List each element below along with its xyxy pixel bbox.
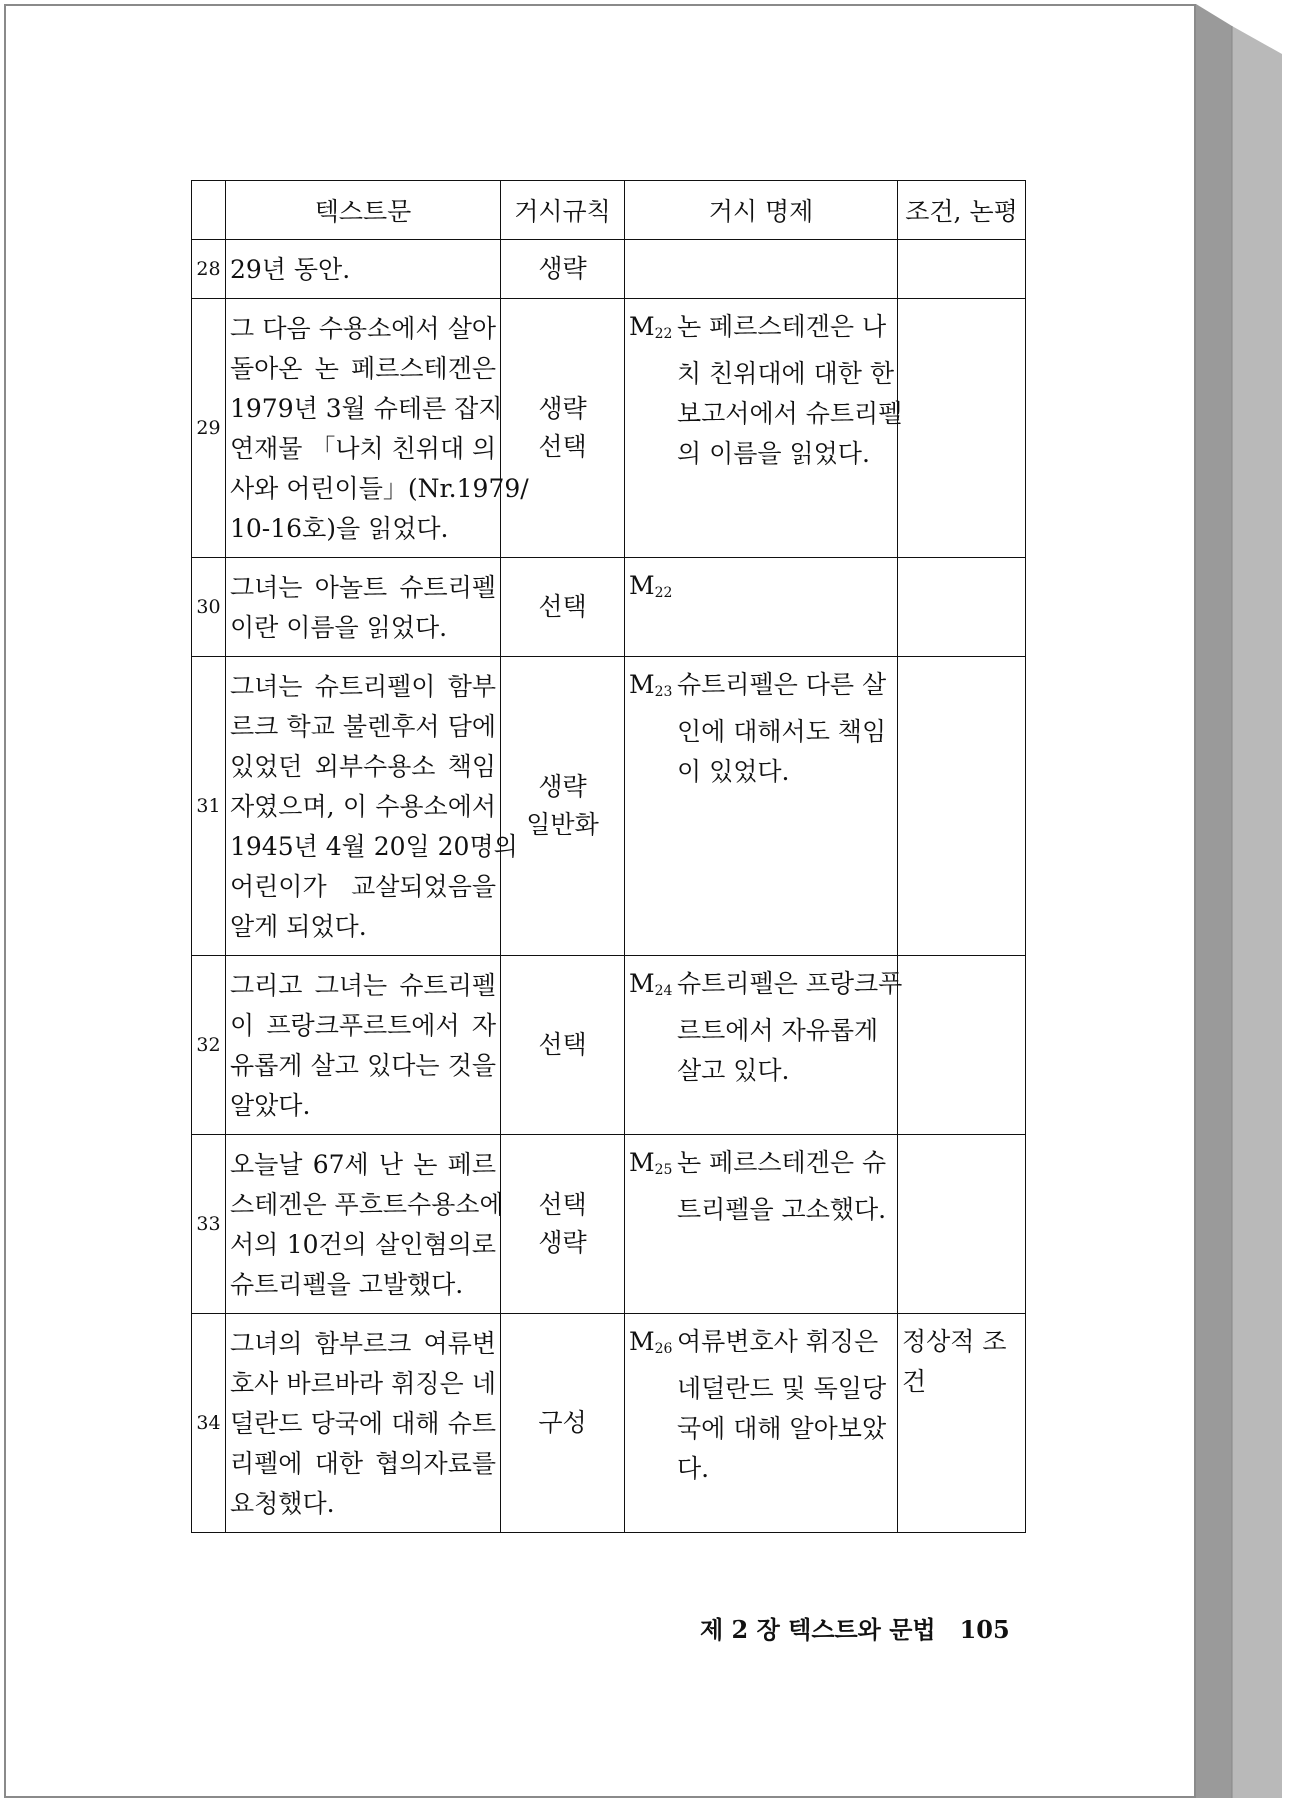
proposition-label-index: 24 [654,983,673,999]
macro-proposition-cell [625,240,898,299]
macro-proposition-cell [625,956,903,1135]
proposition-label-index: 22 [654,326,673,342]
text-line: 연재물 「나치 친위대 의 [230,434,497,463]
row-number: 28 [192,240,226,299]
condition-comment-cell [898,657,1026,956]
proposition-label-letter: M [629,312,655,341]
table-row [192,1135,1026,1314]
text-line: 있었던 외부수용소 책임 [230,752,496,781]
macro-proposition-cell [625,1135,898,1314]
text-line: 어린이가 교살되었음을 [230,872,496,901]
text-line: 자였으며, 이 수용소에서 [230,792,496,821]
text-line: 호사 바르바라 휘징은 네 [230,1369,496,1398]
proposition-label [629,307,677,354]
macro-rule: 구성 [538,1408,587,1437]
proposition-line: 살고 있다. [677,1056,790,1085]
text-line: 르크 학교 불렌후서 담에 [230,712,496,741]
proposition-text: 여류변호사 휘징은 [677,1327,879,1356]
header-macro-proposition: 거시 명제 [625,181,898,240]
text-line: 1945년 4월 20일 20명의 [230,832,518,861]
header-macro-rule: 거시규칙 [501,181,625,240]
proposition-line: 이 있었다. [677,757,790,786]
table-row [192,657,1026,956]
macro-rule-cell [501,657,625,956]
macro-rule: 선택 [538,592,587,621]
macro-rule-cell [501,299,625,558]
proposition-label [629,1143,677,1190]
table-row [192,558,1026,657]
proposition-line: 트리펠을 고소했다. [677,1195,887,1224]
macro-proposition-cell [625,657,898,956]
text-line: 스테겐은 푸흐트수용소에 [230,1190,504,1219]
text-sentence-cell [226,956,501,1135]
macro-rule: 생략 [538,254,587,283]
proposition-line [629,665,893,712]
proposition-label [629,665,677,712]
text-line: 돌아온 논 페르스테겐은 [230,354,496,383]
text-line: 29년 동안. [230,255,351,284]
text-sentence-cell [226,240,501,299]
row-number: 29 [192,299,226,558]
text-sentence-cell [226,1135,504,1314]
proposition-label-letter: M [629,969,655,998]
macro-rule: 생략 [538,1228,587,1257]
macro-rule: 생략 [538,772,587,801]
condition-comment-cell [898,299,1026,558]
text-line: 요청했다. [230,1489,335,1518]
condition-comment-cell [898,1135,1026,1314]
proposition-line: 르트에서 자유롭게 [677,1016,879,1045]
proposition-line [629,1322,893,1369]
text-line: 유롭게 살고 있다는 것을 [230,1051,496,1080]
row-number: 34 [192,1314,226,1533]
table-row [192,240,1026,299]
text-line: 10-16호)을 읽었다. [230,514,449,543]
text-line: 오늘날 67세 난 논 페르 [230,1150,496,1179]
table-row [192,956,1026,1135]
proposition-line: 국에 대해 알아보았 [677,1414,887,1443]
text-line: 알게 되었다. [230,912,367,941]
page-footer [700,1610,1010,1645]
text-sentence-cell [226,1314,501,1533]
proposition-label [629,964,677,1011]
proposition-line [629,964,903,1011]
proposition-line: 인에 대해서도 책임 [677,717,887,746]
macro-rule-table [191,180,1026,1533]
text-line: 슈트리펠을 고발했다. [230,1270,464,1299]
macro-rule-cell [501,240,625,299]
proposition-line: 치 친위대에 대한 한 [677,359,895,388]
proposition-label-letter: M [629,1148,655,1177]
table-row [192,299,1026,558]
proposition-text: 슈트리펠은 프랑크푸 [677,969,903,998]
macro-rule: 일반화 [526,810,599,839]
row-number: 33 [192,1135,226,1314]
proposition-label-index: 26 [654,1341,673,1357]
row-number: 30 [192,558,226,657]
text-line: 이 프랑크푸르트에서 자 [230,1011,496,1040]
condition-line: 정상적 조 [902,1327,1007,1356]
proposition-line: 다. [677,1454,710,1483]
macro-rule: 선택 [538,432,587,461]
text-sentence-cell [226,299,529,558]
row-number: 31 [192,657,226,956]
proposition-label-index: 22 [654,585,673,601]
proposition-label-index: 25 [654,1162,673,1178]
condition-comment-cell [898,1314,1026,1533]
proposition-line [629,566,893,613]
macro-rule-cell [501,1314,625,1533]
text-line: 사와 어린이들」(Nr.1979/ [230,474,529,503]
text-line: 서의 10건의 살인혐의로 [230,1230,496,1259]
proposition-label-index: 23 [654,684,673,700]
text-sentence-cell [226,657,518,956]
page-number: 105 [959,1615,1010,1644]
proposition-line: 의 이름을 읽었다. [677,439,870,468]
proposition-text: 논 페르스테겐은 나 [677,312,887,341]
proposition-label-letter: M [629,571,655,600]
proposition-line: 보고서에서 슈트리펠 [677,399,903,428]
macro-rule-cell [501,956,625,1135]
proposition-text: 슈트리펠은 다른 살 [677,670,887,699]
proposition-label [629,566,677,613]
page-stack-edge [1196,4,1282,1798]
macro-rule: 선택 [538,1030,587,1059]
proposition-line: 네덜란드 및 독일당 [677,1374,887,1403]
text-line: 그녀의 함부르크 여류변 [230,1329,496,1358]
text-line: 1979년 3월 슈테른 잡지 [230,394,503,423]
row-number: 32 [192,956,226,1135]
macro-rule: 선택 [538,1190,587,1219]
condition-comment-cell [898,240,1026,299]
macro-proposition-cell [625,299,903,558]
proposition-line [629,307,893,354]
table-row [192,1314,1026,1533]
text-line: 이란 이름을 읽었다. [230,613,448,642]
text-line: 그녀는 아놀트 슈트리펠 [230,573,496,602]
condition-comment-cell [898,956,1026,1135]
header-condition-comment: 조건, 논평 [898,181,1026,240]
chapter-title: 제 2 장 텍스트와 문법 [700,1615,936,1644]
text-line: 알았다. [230,1091,311,1120]
macro-proposition-cell [625,558,898,657]
macro-rule: 생략 [538,394,587,423]
text-line: 그녀는 슈트리펠이 함부 [230,672,496,701]
text-line: 리펠에 대한 협의자료를 [230,1449,496,1478]
proposition-text: 논 페르스테겐은 슈 [677,1148,887,1177]
text-sentence-cell [226,558,501,657]
table-header-row [192,181,1026,240]
text-line: 덜란드 당국에 대해 슈트 [230,1409,496,1438]
proposition-line [629,1143,893,1190]
text-line: 그 다음 수용소에서 살아 [230,314,496,343]
text-line: 그리고 그녀는 슈트리펠 [230,971,496,1000]
macro-rule-cell [501,558,625,657]
condition-line: 건 [902,1367,927,1396]
proposition-label-letter: M [629,1327,655,1356]
macro-proposition-cell [625,1314,898,1533]
condition-comment-cell [898,558,1026,657]
header-number [192,181,226,240]
proposition-label [629,1322,677,1369]
proposition-label-letter: M [629,670,655,699]
macro-rule-cell [501,1135,625,1314]
header-text-sentence: 텍스트문 [226,181,501,240]
